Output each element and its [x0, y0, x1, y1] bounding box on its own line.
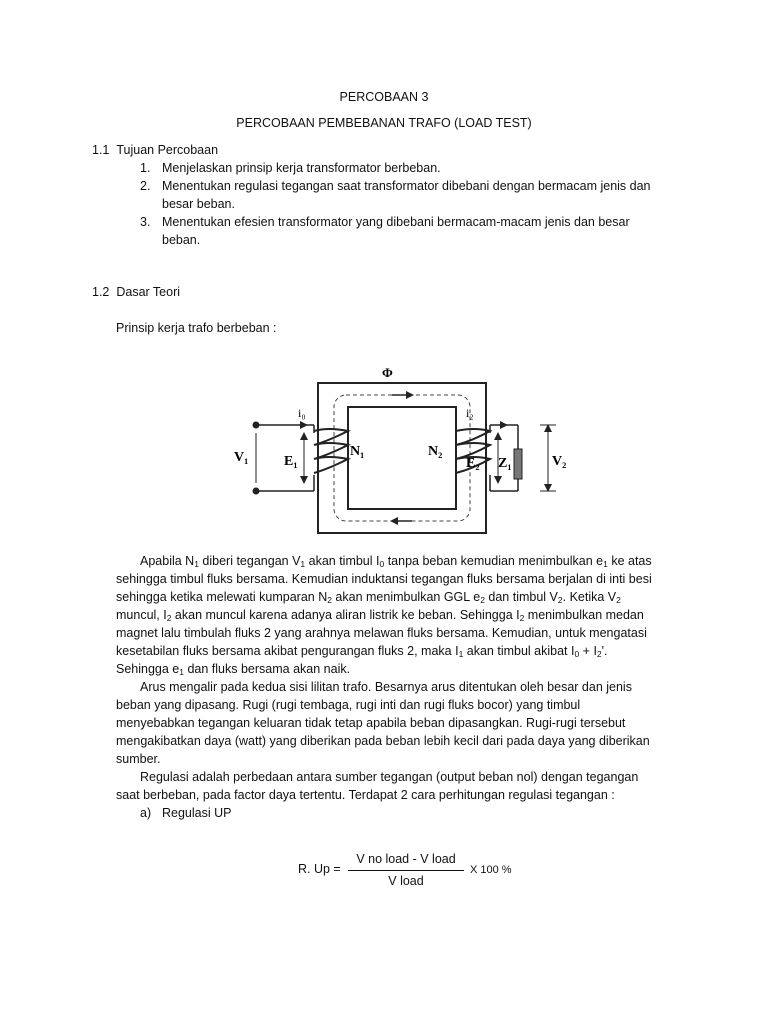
- section-heading-text: Tujuan Percobaan: [116, 143, 219, 157]
- para2-line: Arus mengalir pada kedua sisi lilitan trafo. Besarnya arus ditentukan oleh besar dan jenis: [140, 680, 632, 694]
- section-heading-1: [92, 141, 218, 159]
- para2-line: menyebabkan tegangan keluaran tidak tetap apabila beban dipasangkan. Rugi-rugi tersebut: [116, 716, 626, 730]
- z1-label: Z₁: [498, 456, 512, 471]
- section-number: 1.2: [92, 285, 110, 299]
- para3-line: saat berbeban, pada factor daya tertentu. Terdapat 2 cara perhitungan regulasi tegangan :: [116, 788, 615, 802]
- para2-line: sumber.: [116, 752, 161, 766]
- list-item-text: Regulasi UP: [162, 806, 232, 820]
- formula-denominator: V load: [388, 874, 424, 888]
- page-subtitle: PERCOBAAN PEMBEBANAN TRAFO (LOAD TEST): [236, 116, 532, 130]
- para3-line: Regulasi adalah perbedaan antara sumber tegangan (output beban nol) dengan tegangan: [140, 770, 639, 784]
- para1-line1: Apabila $N_1$ diberi tegangan $V_1$ akan timbul $I_0$ tanpa beban kemudian menimbulkan $e_1$ ke atas: [140, 554, 652, 569]
- para1-line5: magnet lalu timbulah fluks 2 yang arahnya melawan fluks bersama. Kemudian, untuk mengatasi: [116, 626, 647, 640]
- list-item-letter: a): [140, 806, 152, 820]
- fraction-bar: [348, 870, 464, 871]
- formula-numerator: V no load - V load: [356, 852, 456, 866]
- para2-line: beban yang dipasang. Rugi (rugi tembaga, rugi inti dan rugi fluks bocor) yang timbul: [116, 698, 581, 712]
- list-item-text: Menjelaskan prinsip kerja transformator berbeban.: [162, 161, 441, 175]
- section-heading-text: Dasar Teori: [116, 285, 181, 299]
- section-intro: Prinsip kerja trafo berbeban :: [116, 321, 277, 335]
- para1-line3: sehingga ketika melewati kumparan $N_2$ akan menimbulkan GGL $e_2$ dan timbul $V_2$. Ketika $V_2$: [116, 590, 621, 605]
- e2-label: E₂: [466, 456, 480, 471]
- para1-line6: kesetabilan fluks bersama akibat pengurangan fluks 2, maka $I_1$ akan timbul akibat $I_0 + I_2'$.: [116, 644, 608, 659]
- list-item-number: 3.: [140, 215, 151, 229]
- page-title: PERCOBAAN 3: [339, 90, 429, 104]
- i2-label: i₂: [466, 406, 474, 420]
- i0-label: i₀: [298, 406, 306, 420]
- n1-label: N₁: [350, 444, 365, 459]
- v2-label: V₂: [552, 454, 567, 469]
- list-item-number: 1.: [140, 161, 151, 175]
- v1-label: V₁: [234, 450, 249, 465]
- section-number: 1.1: [92, 143, 110, 157]
- list-item-number: 2.: [140, 179, 151, 193]
- list-item-text: besar beban.: [162, 197, 235, 211]
- para1-line4: muncul, $I_2$ akan muncul karena adanya aliran listrik ke beban. Sehingga $I_2$ menimbulkan medan: [116, 608, 644, 623]
- formula-factor: X 100 %: [470, 864, 512, 876]
- formula-lhs: R. Up =: [298, 862, 341, 876]
- list-item-text: Menentukan efesien transformator yang dibebani bermacam-macam jenis dan besar: [162, 215, 630, 229]
- para1-line7: Sehingga $e_1$ dan fluks bersama akan naik.: [116, 662, 351, 677]
- phi-label: Φ: [382, 365, 393, 380]
- para1-line2: sehingga timbul fluks bersama. Kemudian induktansi tegangan fluks bersama berjalan di inti besi: [116, 572, 652, 586]
- list-item-text: Menentukan regulasi tegangan saat transformator dibebani dengan bermacam jenis dan: [162, 179, 651, 193]
- e1-label: E₁: [284, 454, 298, 469]
- list-item-text: beban.: [162, 233, 201, 247]
- transformer-diagram: [222, 355, 574, 545]
- para2-line: mengakibatkan daya (watt) yang diberikan pada beban lebih kecil dari pada daya yang diberikan: [116, 734, 650, 748]
- section-heading-2: [92, 283, 180, 301]
- regulation-formula: [290, 848, 530, 896]
- n2-label: N₂: [428, 444, 443, 459]
